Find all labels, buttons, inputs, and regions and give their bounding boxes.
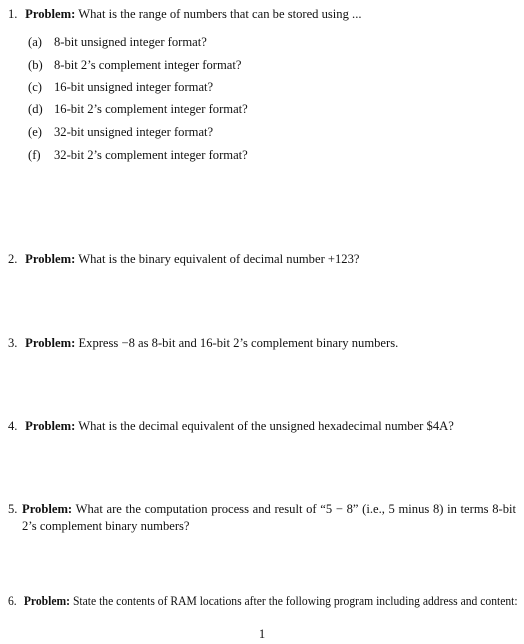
part-c-label: (c) [28,80,42,94]
problem-1-part-e [28,124,213,140]
part-f-label: (f) [28,148,41,162]
problem-1-number: 1. [8,7,18,21]
page-number: 1 [258,627,266,641]
problem-3-label: Problem: [25,336,76,350]
part-e-text: 32-bit unsigned integer format? [54,125,214,139]
problem-4-number: 4. [8,419,18,433]
problem-5-text: What are the computation process and result of “5 − 8” (i.e., 5 minus 8) in terms 8-bit 2’s complement binary numbers? [22,502,516,533]
problem-1-part-c [28,79,213,95]
problem-5-number: 5. [8,502,18,516]
problem-1-part-d [28,101,248,117]
problem-1-part-b [28,57,241,73]
problem-1-heading [8,6,362,22]
problem-5-heading [8,501,22,517]
part-b-text: 8-bit 2’s complement integer format? [54,58,242,72]
problem-1-text: What is the range of numbers that can be stored using ... [78,7,362,21]
problem-4-heading [8,418,454,434]
part-e-label: (e) [28,125,42,139]
part-d-label: (d) [28,102,43,116]
problem-1-part-a [28,34,207,50]
part-c-text: 16-bit unsigned integer format? [54,80,214,94]
part-a-text: 8-bit unsigned integer format? [54,35,207,49]
problem-6-heading [8,593,518,609]
problem-6-number: 6. [8,594,17,608]
problem-1-label: Problem: [25,7,76,21]
part-f-text: 32-bit 2’s complement integer format? [54,148,248,162]
problem-3-text: Express −8 as 8-bit and 16-bit 2’s complement binary numbers. [78,336,399,350]
problem-3-number: 3. [8,336,18,350]
problem-1-part-f [28,147,248,163]
part-d-text: 16-bit 2’s complement integer format? [54,102,248,116]
problem-2-text: What is the binary equivalent of decimal number +123? [78,252,360,266]
problem-6-text: State the contents of RAM locations after the following program including address and content: [72,594,518,608]
problem-5-label: Problem: [22,502,73,516]
problem-5-body [22,501,516,535]
part-a-label: (a) [28,35,42,49]
problem-6-label: Problem: [23,594,71,608]
problem-2-label: Problem: [25,252,76,266]
problem-3-heading [8,335,398,351]
problem-2-heading [8,251,360,267]
problem-4-label: Problem: [25,419,76,433]
problem-2-number: 2. [8,252,18,266]
problem-4-text: What is the decimal equivalent of the unsigned hexadecimal number $4A? [78,419,454,433]
part-b-label: (b) [28,58,43,72]
